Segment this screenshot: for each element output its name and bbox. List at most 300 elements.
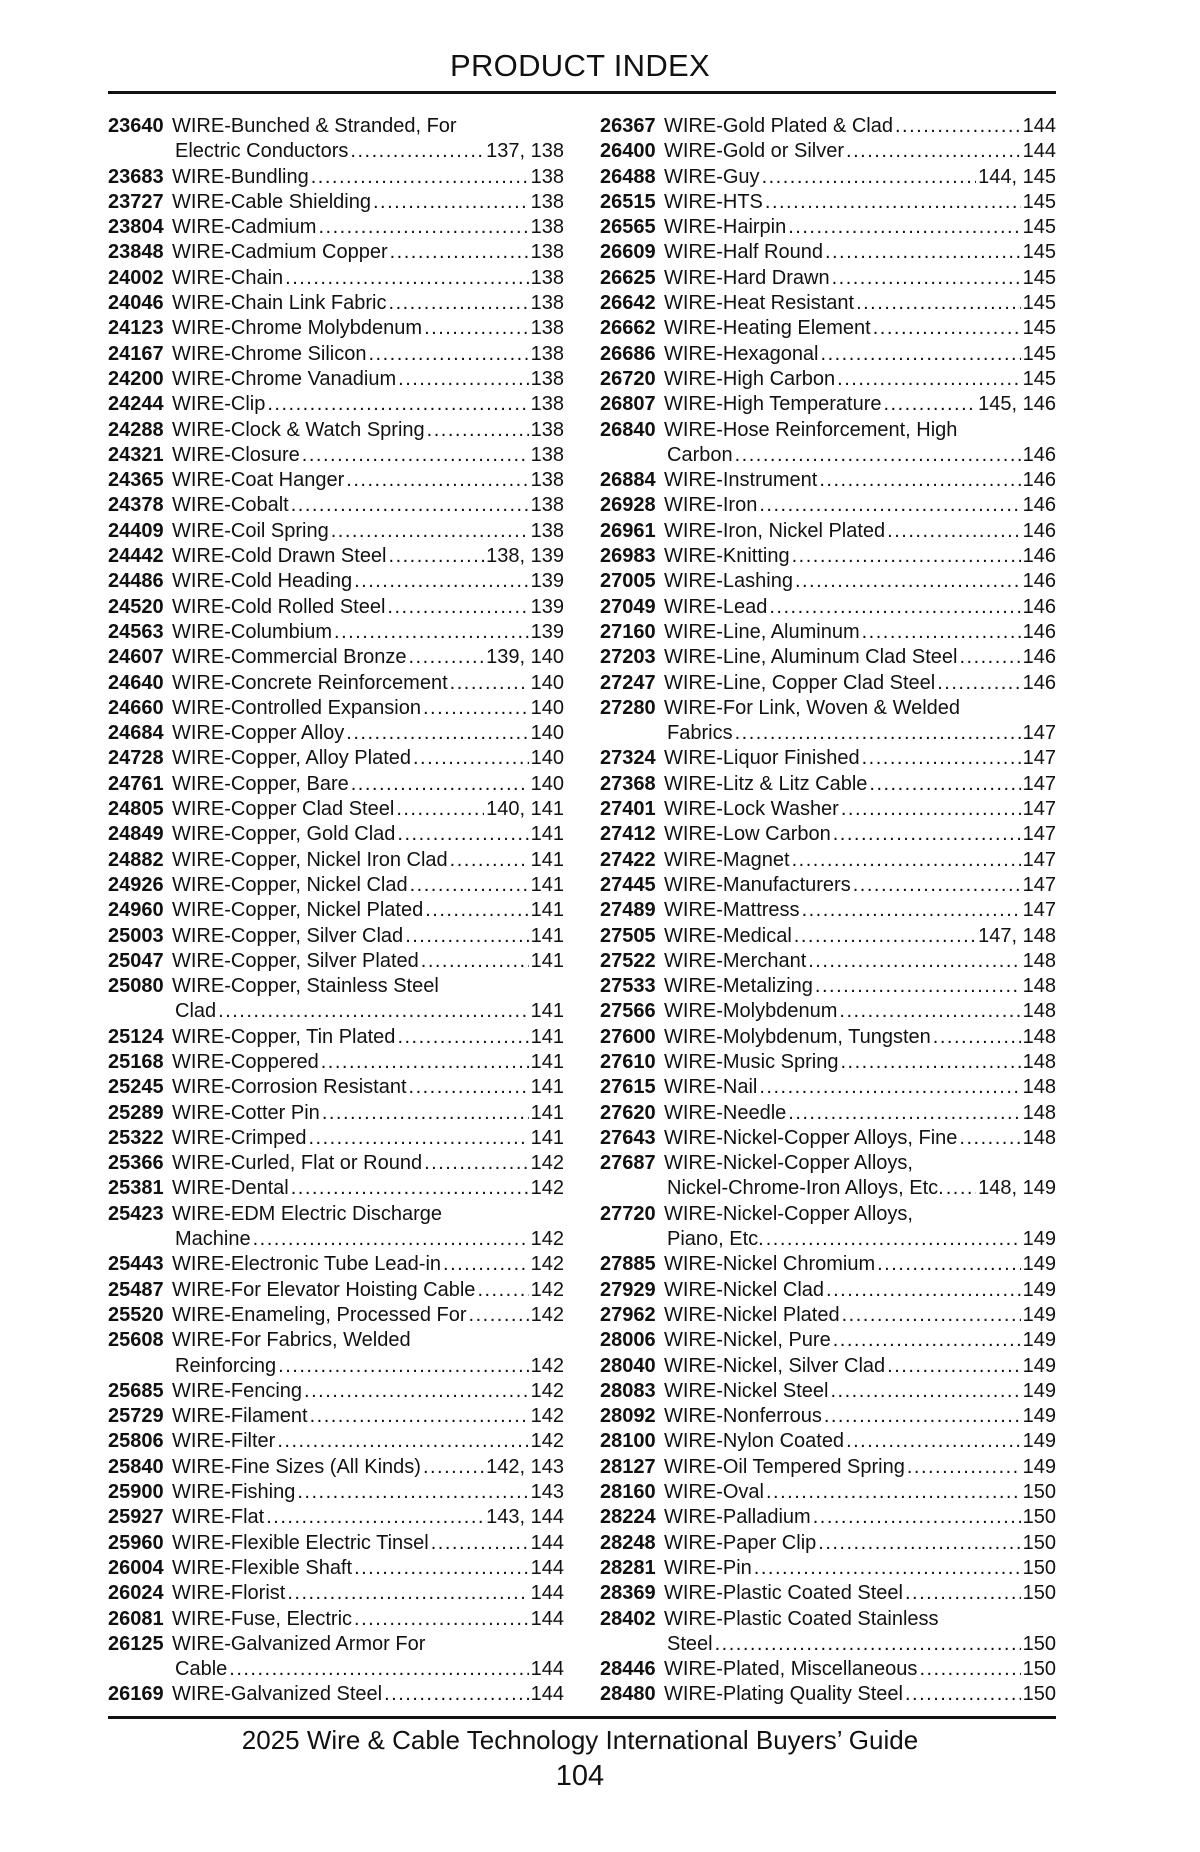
entry-body <box>667 1632 1056 1657</box>
page-reference: 141 <box>530 924 564 947</box>
dot-leader <box>310 1404 529 1429</box>
entry-body <box>664 519 1056 544</box>
index-column-left <box>108 114 564 1708</box>
entry-body <box>172 1075 564 1100</box>
index-entry <box>600 671 1056 696</box>
product-label: WIRE-Cable Shielding <box>172 190 371 213</box>
page-reference: 139 <box>530 620 564 643</box>
dot-leader <box>794 924 976 949</box>
entry-body <box>172 797 564 822</box>
entry-body <box>664 620 1056 645</box>
page-reference: 140, 141 <box>486 798 564 821</box>
index-entry <box>600 1379 1056 1404</box>
product-label: WIRE-Nickel-Copper Alloys, Fine <box>664 1126 958 1149</box>
product-label: WIRE-Coil Spring <box>172 519 329 542</box>
dot-leader <box>450 848 529 873</box>
dot-leader <box>277 1429 528 1454</box>
page-reference: 141 <box>530 1101 564 1124</box>
index-entry <box>600 1025 1056 1050</box>
page-reference: 144 <box>530 1658 564 1681</box>
index-entry <box>108 974 564 999</box>
entry-body <box>172 645 564 670</box>
dot-leader <box>813 1505 1021 1530</box>
product-label: WIRE-Cotter Pin <box>172 1101 320 1124</box>
product-label: WIRE-Dental <box>172 1177 289 1200</box>
entry-body <box>172 772 564 797</box>
index-entry <box>600 266 1056 291</box>
product-label: WIRE-Molybdenum, Tungsten <box>664 1025 931 1048</box>
dot-leader <box>853 873 1021 898</box>
page-reference: 142 <box>530 1152 564 1175</box>
entry-body <box>664 595 1056 620</box>
product-code: 24926 <box>108 873 164 896</box>
dot-leader <box>253 1227 529 1252</box>
product-label: WIRE-Crimped <box>172 1126 307 1149</box>
index-entry <box>108 772 564 797</box>
dot-leader <box>818 1531 1020 1556</box>
index-entry <box>108 1025 564 1050</box>
product-label: WIRE-High Carbon <box>664 367 836 390</box>
entry-body <box>664 949 1056 974</box>
entry-body <box>664 1075 1056 1100</box>
product-label: WIRE-Molybdenum <box>664 1000 838 1023</box>
index-entry <box>600 114 1056 139</box>
index-entry <box>600 215 1056 240</box>
entry-body <box>664 291 1056 316</box>
dot-leader <box>905 1581 1021 1606</box>
dot-leader <box>346 721 528 746</box>
index-entry <box>600 1151 1056 1176</box>
product-code: 23804 <box>108 216 164 239</box>
page-reference: 150 <box>1022 1506 1056 1529</box>
product-label: WIRE-Fishing <box>172 1481 296 1504</box>
dot-leader <box>311 165 529 190</box>
footer-page-number: 104 <box>555 1760 605 1792</box>
index-entry <box>600 721 1056 746</box>
product-label: WIRE-Curled, Flat or Round <box>172 1152 423 1175</box>
dot-leader <box>959 1126 1020 1151</box>
dot-leader <box>218 999 528 1024</box>
product-code: 24167 <box>108 342 164 365</box>
entry-body <box>172 1050 564 1075</box>
product-label: WIRE-Nickel Plated <box>664 1303 840 1326</box>
product-label: WIRE-Filter <box>172 1430 276 1453</box>
page-reference: 148 <box>1022 1076 1056 1099</box>
index-entry <box>600 1682 1056 1707</box>
product-code: 26884 <box>600 469 656 492</box>
page-reference: 141 <box>530 1126 564 1149</box>
entry-body <box>664 1101 1056 1126</box>
product-code: 24882 <box>108 848 164 871</box>
page-reference: 144, 145 <box>978 165 1056 188</box>
dot-leader <box>830 1379 1020 1404</box>
index-entry <box>108 595 564 620</box>
product-label: WIRE-Guy <box>664 165 760 188</box>
dot-leader <box>862 620 1021 645</box>
entry-body <box>664 1354 1056 1379</box>
dot-leader <box>285 266 528 291</box>
product-label: WIRE-Chrome Vanadium <box>172 367 397 390</box>
product-label: Carbon <box>667 443 733 466</box>
dot-leader <box>431 1531 529 1556</box>
dot-leader <box>397 1025 528 1050</box>
product-label: WIRE-Line, Copper Clad Steel <box>664 671 936 694</box>
index-entry <box>600 924 1056 949</box>
page-reference: 141 <box>530 949 564 972</box>
dot-leader <box>735 443 1021 468</box>
product-code: 25080 <box>108 975 164 998</box>
index-entry <box>108 240 564 265</box>
page-reference: 148 <box>1022 1126 1056 1149</box>
product-label: WIRE-Lock Washer <box>664 798 839 821</box>
index-entry <box>108 1404 564 1429</box>
product-code: 27005 <box>600 570 656 593</box>
page-reference: 141 <box>530 1050 564 1073</box>
dot-leader <box>919 1657 1020 1682</box>
index-entry <box>600 1404 1056 1429</box>
page-reference: 145 <box>1022 241 1056 264</box>
entry-body <box>172 1480 564 1505</box>
page-reference: 144 <box>530 1683 564 1706</box>
page-reference: 144 <box>530 1531 564 1554</box>
product-code: 23640 <box>108 115 164 137</box>
dot-leader <box>409 1075 529 1100</box>
index-entry <box>108 418 564 443</box>
index-entry <box>108 215 564 240</box>
page-reference: 141 <box>530 848 564 871</box>
index-entry <box>600 468 1056 493</box>
entry-body <box>172 493 564 518</box>
entry-body <box>172 443 564 468</box>
product-code: 26642 <box>600 292 656 315</box>
entry-body <box>664 215 1056 240</box>
index-entry <box>108 721 564 746</box>
index-entry <box>108 1657 564 1682</box>
entry-body <box>664 544 1056 569</box>
page-reference: 142 <box>530 1253 564 1276</box>
product-code: 27203 <box>600 646 656 669</box>
entry-body <box>172 671 564 696</box>
entry-body <box>664 797 1056 822</box>
dot-leader <box>346 468 528 493</box>
product-label: WIRE-EDM Electric Discharge <box>172 1202 443 1225</box>
entry-body <box>172 721 564 746</box>
product-label: WIRE-Needle <box>664 1101 787 1124</box>
index-entry <box>600 165 1056 190</box>
entry-body <box>664 1480 1056 1505</box>
dot-leader <box>869 772 1020 797</box>
dot-leader <box>905 1682 1021 1707</box>
product-code: 27422 <box>600 848 656 871</box>
index-entry <box>600 240 1056 265</box>
entry-body <box>172 1531 564 1556</box>
product-label: Fabrics <box>667 722 733 745</box>
index-entry <box>108 1632 564 1657</box>
page-reference: 138 <box>530 342 564 365</box>
product-label: WIRE-Copper, Stainless Steel <box>172 975 439 998</box>
index-entry <box>108 999 564 1024</box>
product-code: 24486 <box>108 570 164 593</box>
product-code: 28040 <box>600 1354 656 1377</box>
entry-body <box>172 822 564 847</box>
entry-body <box>664 898 1056 923</box>
dot-leader <box>846 1429 1021 1454</box>
entry-body <box>172 1303 564 1328</box>
index-entry <box>108 1531 564 1556</box>
entry-body <box>664 848 1056 873</box>
page-reference: 138 <box>530 292 564 315</box>
page-reference: 147 <box>1022 848 1056 871</box>
product-code: 27885 <box>600 1253 656 1276</box>
product-code: 23727 <box>108 190 164 213</box>
dot-leader <box>398 367 528 392</box>
entry-body <box>172 1176 564 1201</box>
entry-body <box>664 1657 1056 1682</box>
product-label: WIRE-Clock & Watch Spring <box>172 418 425 441</box>
dot-leader <box>373 190 529 215</box>
product-label: WIRE-Copper, Bare <box>172 772 349 795</box>
entry-body <box>172 1379 564 1404</box>
index-entry <box>108 949 564 974</box>
product-label: WIRE-Oil Tempered Spring <box>664 1455 905 1478</box>
page-reference: 144 <box>1022 140 1056 163</box>
product-label: WIRE-Pin <box>664 1556 752 1579</box>
index-entry <box>108 1278 564 1303</box>
product-label: WIRE-Closure <box>172 443 300 466</box>
page-reference: 149 <box>1022 1253 1056 1276</box>
product-label: WIRE-Hexagonal <box>664 342 819 365</box>
dot-leader <box>354 1607 529 1632</box>
product-code: 24244 <box>108 393 164 416</box>
product-code: 28006 <box>600 1329 656 1352</box>
entry-body <box>175 1354 564 1379</box>
dot-leader <box>907 1455 1021 1480</box>
product-label: WIRE-Paper Clip <box>664 1531 817 1554</box>
entry-body <box>664 1278 1056 1303</box>
entry-body <box>172 746 564 771</box>
entry-body <box>172 1126 564 1151</box>
dot-leader <box>477 1278 528 1303</box>
index-entry <box>108 1354 564 1379</box>
entry-body <box>172 1505 564 1530</box>
entry-body <box>664 1556 1056 1581</box>
product-code: 25168 <box>108 1050 164 1073</box>
index-entry <box>108 468 564 493</box>
page-reference: 138 <box>530 519 564 542</box>
product-label: WIRE-Line, Aluminum <box>664 620 860 643</box>
entry-body <box>664 367 1056 392</box>
product-code: 27929 <box>600 1278 656 1301</box>
page-reference: 148, 149 <box>978 1177 1056 1200</box>
product-code: 28160 <box>600 1481 656 1504</box>
product-code: 26961 <box>600 519 656 542</box>
product-label: WIRE-Copper, Silver Plated <box>172 949 419 972</box>
index-entry <box>600 772 1056 797</box>
product-code: 27489 <box>600 899 656 922</box>
entry-body <box>664 1455 1056 1480</box>
product-label: WIRE-Columbium <box>172 620 333 643</box>
page-reference: 144 <box>530 1582 564 1605</box>
product-label: WIRE-Nickel-Copper Alloys, <box>664 1152 913 1175</box>
page-reference: 149 <box>1022 1278 1056 1301</box>
product-code: 27049 <box>600 595 656 618</box>
entry-body <box>667 443 1056 468</box>
dot-leader <box>354 1556 529 1581</box>
dot-leader <box>351 772 529 797</box>
product-label: WIRE-Nickel, Pure <box>664 1329 831 1352</box>
entry-body <box>664 1303 1056 1328</box>
index-entry <box>600 1278 1056 1303</box>
dot-leader <box>387 595 528 620</box>
product-code: 25927 <box>108 1506 164 1529</box>
dot-leader <box>331 519 529 544</box>
product-label: WIRE-Palladium <box>664 1506 811 1529</box>
product-code: 26983 <box>600 545 656 568</box>
page-reference: 148 <box>1022 1050 1056 1073</box>
dot-leader <box>759 1075 1020 1100</box>
product-label: WIRE-Fine Sizes (All Kinds) <box>172 1455 421 1478</box>
dot-leader <box>873 316 1021 341</box>
dot-leader <box>759 493 1020 518</box>
index-entry <box>108 519 564 544</box>
index-entry <box>600 1556 1056 1581</box>
product-label: WIRE-Low Carbon <box>664 823 831 846</box>
entry-body <box>172 342 564 367</box>
product-code: 24849 <box>108 823 164 846</box>
product-label: WIRE-Hose Reinforcement, High <box>664 418 958 441</box>
page-reference: 149 <box>1022 1405 1056 1428</box>
index-entry <box>108 898 564 923</box>
product-label: WIRE-Concrete Reinforcement <box>172 671 448 694</box>
product-label: WIRE-Enameling, Processed For <box>172 1303 467 1326</box>
product-code: 28248 <box>600 1531 656 1554</box>
product-code: 28369 <box>600 1582 656 1605</box>
entry-body <box>664 822 1056 847</box>
product-code: 28402 <box>600 1607 656 1630</box>
product-label: WIRE-Instrument <box>664 469 818 492</box>
entry-body <box>175 1227 564 1252</box>
product-label: WIRE-Lead <box>664 595 768 618</box>
page-reference: 145 <box>1022 266 1056 289</box>
dot-leader <box>833 822 1021 847</box>
dot-leader <box>278 1354 528 1379</box>
entry-body <box>667 1227 1056 1252</box>
index-entry <box>600 1126 1056 1151</box>
product-label: WIRE-Florist <box>172 1582 286 1605</box>
product-label: WIRE-Chrome Silicon <box>172 342 367 365</box>
index-entry <box>600 999 1056 1024</box>
page-reference: 148 <box>1022 1025 1056 1048</box>
entry-body <box>172 1556 564 1581</box>
entry-body <box>172 1101 564 1126</box>
product-label: WIRE-Fencing <box>172 1379 303 1402</box>
entry-body <box>664 569 1056 594</box>
page-reference: 149 <box>1022 1455 1056 1478</box>
index-entry <box>600 316 1056 341</box>
dot-leader <box>390 240 529 265</box>
product-label: WIRE-Electronic Tube Lead-in <box>172 1253 442 1276</box>
product-code: 27160 <box>600 620 656 643</box>
product-code: 27412 <box>600 823 656 846</box>
product-code: 25840 <box>108 1455 164 1478</box>
index-entry <box>600 291 1056 316</box>
index-entry <box>600 949 1056 974</box>
product-code: 25729 <box>108 1405 164 1428</box>
page-reference: 149 <box>1022 1430 1056 1453</box>
page-reference: 150 <box>1022 1481 1056 1504</box>
product-code: 24684 <box>108 722 164 745</box>
dot-leader <box>424 1151 529 1176</box>
page-reference: 142, 143 <box>486 1455 564 1478</box>
product-code: 25245 <box>108 1076 164 1099</box>
product-label: WIRE-Flat <box>172 1506 265 1529</box>
product-label: WIRE-Copper, Tin Plated <box>172 1025 396 1048</box>
page-reference: 141 <box>530 1025 564 1048</box>
dot-leader <box>824 1404 1021 1429</box>
product-label: WIRE-HTS <box>664 190 763 213</box>
product-code: 28100 <box>600 1430 656 1453</box>
product-code: 24365 <box>108 469 164 492</box>
index-entry <box>600 1050 1056 1075</box>
entry-body <box>664 165 1056 190</box>
index-entry <box>108 620 564 645</box>
product-label: WIRE-Copper, Nickel Iron Clad <box>172 848 448 871</box>
product-label: WIRE-Nickel Chromium <box>664 1253 876 1276</box>
product-code: 24288 <box>108 418 164 441</box>
dot-leader <box>825 240 1021 265</box>
entry-body <box>172 569 564 594</box>
index-entry <box>600 342 1056 367</box>
product-label: WIRE-Heating Element <box>664 317 871 340</box>
page-reference: 147 <box>1022 747 1056 770</box>
index-entry <box>108 493 564 518</box>
product-label: Electric Conductors <box>175 140 349 163</box>
product-code: 26169 <box>108 1683 164 1706</box>
page-reference: 146 <box>1022 519 1056 542</box>
index-entry <box>600 797 1056 822</box>
product-label: WIRE-Flexible Electric Tinsel <box>172 1531 429 1554</box>
product-label: WIRE-Plated, Miscellaneous <box>664 1658 918 1681</box>
index-entry <box>108 544 564 569</box>
index-entry <box>108 316 564 341</box>
product-label: WIRE-Coat Hanger <box>172 469 345 492</box>
product-label: WIRE-Bundling <box>172 165 309 188</box>
index-entry <box>600 569 1056 594</box>
entry-body <box>172 240 564 265</box>
dot-leader <box>788 215 1020 240</box>
product-code: 25047 <box>108 949 164 972</box>
dot-leader <box>842 1303 1021 1328</box>
product-code: 25608 <box>108 1329 164 1352</box>
index-entry <box>600 367 1056 392</box>
dot-leader <box>469 1303 529 1328</box>
index-entry <box>600 1581 1056 1606</box>
product-code: 25443 <box>108 1253 164 1276</box>
product-code: 28083 <box>600 1379 656 1402</box>
product-label: Piano, Etc. <box>667 1228 764 1251</box>
product-label: WIRE-Chain <box>172 266 284 289</box>
index-entry <box>600 645 1056 670</box>
product-code: 27505 <box>600 924 656 947</box>
dot-leader <box>895 114 1021 139</box>
page-reference: 146 <box>1022 671 1056 694</box>
page-reference: 138 <box>530 367 564 390</box>
page-reference: 147 <box>1022 873 1056 896</box>
entry-body <box>172 519 564 544</box>
product-label: WIRE-Corrosion Resistant <box>172 1076 407 1099</box>
dot-leader <box>887 519 1020 544</box>
index-column-right <box>600 114 1056 1708</box>
